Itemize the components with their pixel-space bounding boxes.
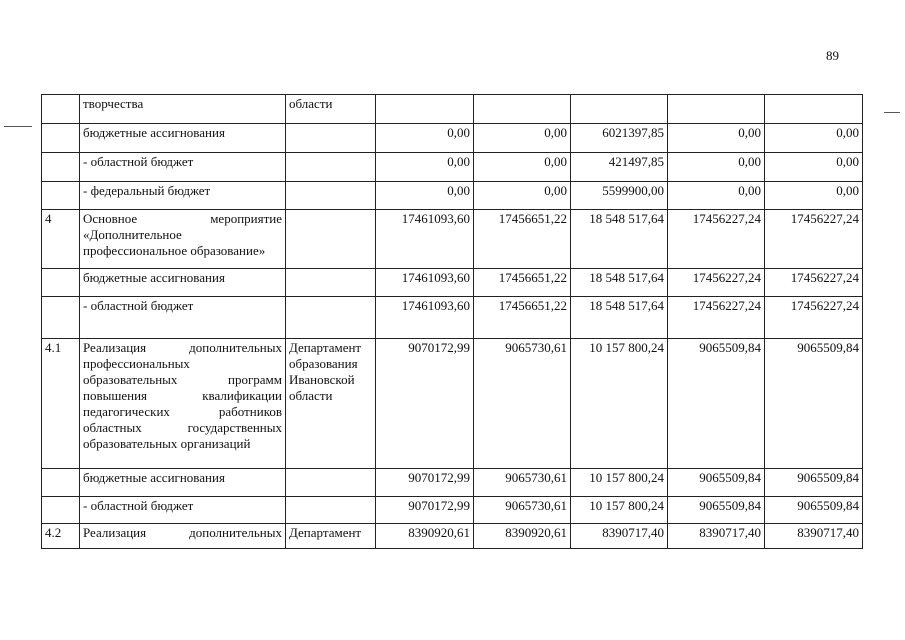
amount-cell: 421497,85 <box>571 153 668 182</box>
amount-cell: 9065730,61 <box>474 469 571 497</box>
description-cell: бюджетные ассигнования <box>80 469 286 497</box>
row-number-cell <box>42 497 80 524</box>
amount-cell: 9065509,84 <box>668 339 765 469</box>
amount-cell: 17456651,22 <box>474 210 571 269</box>
description-cell: - областной бюджет <box>80 153 286 182</box>
budget-table <box>41 94 863 549</box>
row-number-cell <box>42 182 80 210</box>
responsible-cell <box>286 182 376 210</box>
amount-cell: 18 548 517,64 <box>571 297 668 339</box>
row-number-cell: 4.2 <box>42 524 80 549</box>
amount-cell: 6021397,85 <box>571 124 668 153</box>
amount-cell: 17461093,60 <box>376 297 474 339</box>
amount-cell: 0,00 <box>668 153 765 182</box>
description-cell: творчества <box>80 95 286 124</box>
scan-edge-mark <box>884 112 900 113</box>
responsible-cell <box>286 297 376 339</box>
description-cell: Реализация дополнительных профессиональных образовательных программ повышения квалификации педагогических работников областных государственных образовательных организаций <box>80 339 286 469</box>
description-cell: бюджетные ассигнования <box>80 124 286 153</box>
amount-cell: 17456227,24 <box>668 297 765 339</box>
amount-cell: 17456227,24 <box>668 269 765 297</box>
amount-cell <box>668 95 765 124</box>
amount-cell: 10 157 800,24 <box>571 339 668 469</box>
row-number-cell <box>42 95 80 124</box>
amount-cell <box>571 95 668 124</box>
amount-cell <box>765 95 863 124</box>
table-row <box>42 469 863 497</box>
amount-cell: 10 157 800,24 <box>571 497 668 524</box>
table-row <box>42 339 863 469</box>
amount-cell: 17456227,24 <box>765 269 863 297</box>
amount-cell: 9065509,84 <box>765 469 863 497</box>
amount-cell: 0,00 <box>376 124 474 153</box>
amount-cell: 17456227,24 <box>668 210 765 269</box>
amount-cell: 0,00 <box>765 182 863 210</box>
amount-cell: 0,00 <box>474 124 571 153</box>
amount-cell: 17461093,60 <box>376 210 474 269</box>
table-row <box>42 524 863 549</box>
responsible-cell <box>286 153 376 182</box>
row-number-cell <box>42 297 80 339</box>
amount-cell: 8390717,40 <box>571 524 668 549</box>
description-cell: Реализация дополнительных <box>80 524 286 549</box>
table-row <box>42 124 863 153</box>
amount-cell <box>376 95 474 124</box>
description-cell: - федеральный бюджет <box>80 182 286 210</box>
responsible-cell <box>286 210 376 269</box>
amount-cell: 9065509,84 <box>765 497 863 524</box>
amount-cell: 17456651,22 <box>474 269 571 297</box>
responsible-cell: Департамент <box>286 524 376 549</box>
responsible-cell <box>286 269 376 297</box>
amount-cell: 0,00 <box>376 182 474 210</box>
table-row <box>42 95 863 124</box>
responsible-cell: области <box>286 95 376 124</box>
table-row <box>42 153 863 182</box>
amount-cell: 8390920,61 <box>474 524 571 549</box>
amount-cell: 9065509,84 <box>765 339 863 469</box>
row-number-cell <box>42 124 80 153</box>
amount-cell: 17456227,24 <box>765 297 863 339</box>
responsible-cell <box>286 124 376 153</box>
amount-cell: 0,00 <box>765 124 863 153</box>
amount-cell: 0,00 <box>474 182 571 210</box>
row-number-cell <box>42 469 80 497</box>
amount-cell: 9065730,61 <box>474 497 571 524</box>
amount-cell: 9065730,61 <box>474 339 571 469</box>
row-number-cell <box>42 269 80 297</box>
amount-cell: 0,00 <box>765 153 863 182</box>
description-cell: бюджетные ассигнования <box>80 269 286 297</box>
amount-cell: 0,00 <box>668 182 765 210</box>
amount-cell: 9070172,99 <box>376 469 474 497</box>
description-cell: Основное мероприятие «Дополнительное профессиональное образование» <box>80 210 286 269</box>
amount-cell: 10 157 800,24 <box>571 469 668 497</box>
amount-cell: 0,00 <box>376 153 474 182</box>
row-number-cell <box>42 153 80 182</box>
scan-edge-mark <box>4 126 32 127</box>
amount-cell: 17456227,24 <box>765 210 863 269</box>
responsible-cell: Департамент образования Ивановской области <box>286 339 376 469</box>
description-cell: - областной бюджет <box>80 497 286 524</box>
row-number-cell: 4 <box>42 210 80 269</box>
table-row <box>42 269 863 297</box>
amount-cell: 18 548 517,64 <box>571 269 668 297</box>
amount-cell: 0,00 <box>474 153 571 182</box>
amount-cell: 8390920,61 <box>376 524 474 549</box>
amount-cell: 17461093,60 <box>376 269 474 297</box>
amount-cell: 9065509,84 <box>668 469 765 497</box>
description-cell: - областной бюджет <box>80 297 286 339</box>
responsible-cell <box>286 469 376 497</box>
amount-cell: 0,00 <box>668 124 765 153</box>
amount-cell: 5599900,00 <box>571 182 668 210</box>
amount-cell: 9065509,84 <box>668 497 765 524</box>
amount-cell: 18 548 517,64 <box>571 210 668 269</box>
responsible-cell <box>286 497 376 524</box>
table-row <box>42 497 863 524</box>
amount-cell: 9070172,99 <box>376 497 474 524</box>
amount-cell: 8390717,40 <box>668 524 765 549</box>
table-row <box>42 210 863 269</box>
amount-cell: 17456651,22 <box>474 297 571 339</box>
amount-cell: 9070172,99 <box>376 339 474 469</box>
row-number-cell: 4.1 <box>42 339 80 469</box>
table-row <box>42 182 863 210</box>
page-number: 89 <box>826 48 839 63</box>
amount-cell <box>474 95 571 124</box>
table-row <box>42 297 863 339</box>
amount-cell: 8390717,40 <box>765 524 863 549</box>
table-body <box>42 95 863 549</box>
